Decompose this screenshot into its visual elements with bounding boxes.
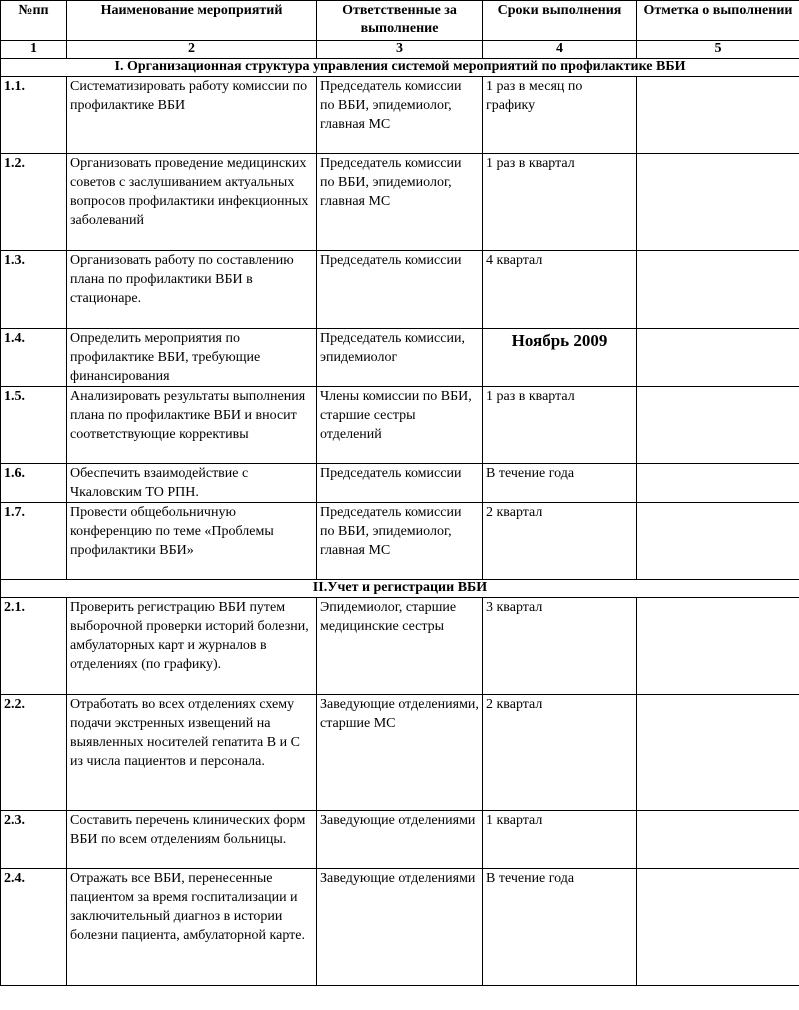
row-deadline: 2 квартал <box>483 695 637 811</box>
row-number: 1.6. <box>1 464 67 503</box>
row-deadline: 4 квартал <box>483 251 637 329</box>
row-completion-mark <box>637 695 799 811</box>
table-row <box>1 251 799 329</box>
row-number: 2.4. <box>1 869 67 986</box>
column-number: 3 <box>317 41 483 59</box>
row-responsible: Председатель комиссии, эпидемиолог <box>317 329 483 387</box>
row-completion-mark <box>637 329 799 387</box>
row-responsible: Заведующие отделениями <box>317 869 483 986</box>
row-deadline: В течение года <box>483 464 637 503</box>
row-responsible: Председатель комиссии по ВБИ, эпидемиолог, главная МС <box>317 154 483 251</box>
row-deadline: 1 квартал <box>483 811 637 869</box>
row-responsible: Председатель комиссии <box>317 251 483 329</box>
table-row <box>1 464 799 503</box>
header-name: Наименование мероприятий <box>67 1 317 41</box>
row-measure: Обеспечить взаимодействие с Чкаловским ТО РПН. <box>67 464 317 503</box>
table-row <box>1 154 799 251</box>
row-completion-mark <box>637 811 799 869</box>
row-responsible: Председатель комиссии по ВБИ, эпидемиолог, главная МС <box>317 503 483 580</box>
row-measure: Систематизировать работу комиссии по профилактике ВБИ <box>67 77 317 154</box>
row-deadline: 1 раз в квартал <box>483 387 637 464</box>
row-number: 2.3. <box>1 811 67 869</box>
row-deadline: В течение года <box>483 869 637 986</box>
section-2-title: II.Учет и регистрации ВБИ <box>1 580 799 598</box>
row-completion-mark <box>637 154 799 251</box>
column-number: 5 <box>637 41 799 59</box>
row-measure: Отработать во всех отделениях схему подачи экстренных извещений на выявленных носителей гепатита В и С из числа пациентов и персонала. <box>67 695 317 811</box>
row-deadline: 2 квартал <box>483 503 637 580</box>
table-header-row <box>1 1 799 41</box>
row-completion-mark <box>637 598 799 695</box>
section-heading-row <box>1 59 799 77</box>
section-heading-row <box>1 580 799 598</box>
row-measure: Провести общебольничную конференцию по теме «Проблемы профилактики ВБИ» <box>67 503 317 580</box>
column-number: 4 <box>483 41 637 59</box>
deadline-highlight: Ноябрь 2009 <box>511 331 608 350</box>
row-deadline: 3 квартал <box>483 598 637 695</box>
table-row <box>1 869 799 986</box>
row-number: 2.2. <box>1 695 67 811</box>
row-number: 1.2. <box>1 154 67 251</box>
row-measure: Анализировать результаты выполнения плана по профилактике ВБИ и вносит соответствующие коррективы <box>67 387 317 464</box>
header-num: №пп <box>1 1 67 41</box>
row-completion-mark <box>637 503 799 580</box>
row-deadline <box>483 329 637 387</box>
row-deadline: 1 раз в квартал <box>483 154 637 251</box>
row-measure: Проверить регистрацию ВБИ путем выборочной проверки историй болезни, амбулаторных карт и журналов в отделениях (по графику). <box>67 598 317 695</box>
row-measure: Составить перечень клинических форм ВБИ по всем отделениям больницы. <box>67 811 317 869</box>
column-number-row <box>1 41 799 59</box>
row-number: 1.3. <box>1 251 67 329</box>
row-measure: Определить мероприятия по профилактике ВБИ, требующие финансирования <box>67 329 317 387</box>
header-responsible: Ответственные за выполнение <box>317 1 483 41</box>
table-row <box>1 77 799 154</box>
row-completion-mark <box>637 869 799 986</box>
column-number: 2 <box>67 41 317 59</box>
row-number: 1.5. <box>1 387 67 464</box>
table-row <box>1 695 799 811</box>
row-measure: Организовать работу по составлению плана по профилактики ВБИ в стационаре. <box>67 251 317 329</box>
row-responsible: Члены комиссии по ВБИ, старшие сестры отделений <box>317 387 483 464</box>
row-number: 2.1. <box>1 598 67 695</box>
section-1-title: I. Организационная структура управления системой мероприятий по профилактике ВБИ <box>1 59 799 77</box>
row-responsible: Эпидемиолог, старшие медицинские сестры <box>317 598 483 695</box>
column-number: 1 <box>1 41 67 59</box>
row-number: 1.7. <box>1 503 67 580</box>
row-completion-mark <box>637 387 799 464</box>
row-number: 1.1. <box>1 77 67 154</box>
table-row <box>1 811 799 869</box>
row-measure: Отражать все ВБИ, перенесенные пациентом за время госпитализации и заключительный диагноз в истории болезни пациента, амбулаторной карте. <box>67 869 317 986</box>
row-deadline: 1 раз в месяц по графику <box>483 77 637 154</box>
row-responsible: Председатель комиссии <box>317 464 483 503</box>
row-responsible: Заведующие отделениями, старшие МС <box>317 695 483 811</box>
table-row <box>1 598 799 695</box>
row-completion-mark <box>637 464 799 503</box>
table-row <box>1 503 799 580</box>
row-completion-mark <box>637 251 799 329</box>
table-row <box>1 329 799 387</box>
header-deadline: Сроки выполнения <box>483 1 637 41</box>
header-completion-mark: Отметка о выполнении <box>637 1 799 41</box>
row-responsible: Председатель комиссии по ВБИ, эпидемиолог, главная МС <box>317 77 483 154</box>
row-completion-mark <box>637 77 799 154</box>
row-measure: Организовать проведение медицинских советов с заслушиванием актуальных вопросов профилактики инфекционных заболеваний <box>67 154 317 251</box>
table-row <box>1 387 799 464</box>
row-number: 1.4. <box>1 329 67 387</box>
row-responsible: Заведующие отделениями <box>317 811 483 869</box>
